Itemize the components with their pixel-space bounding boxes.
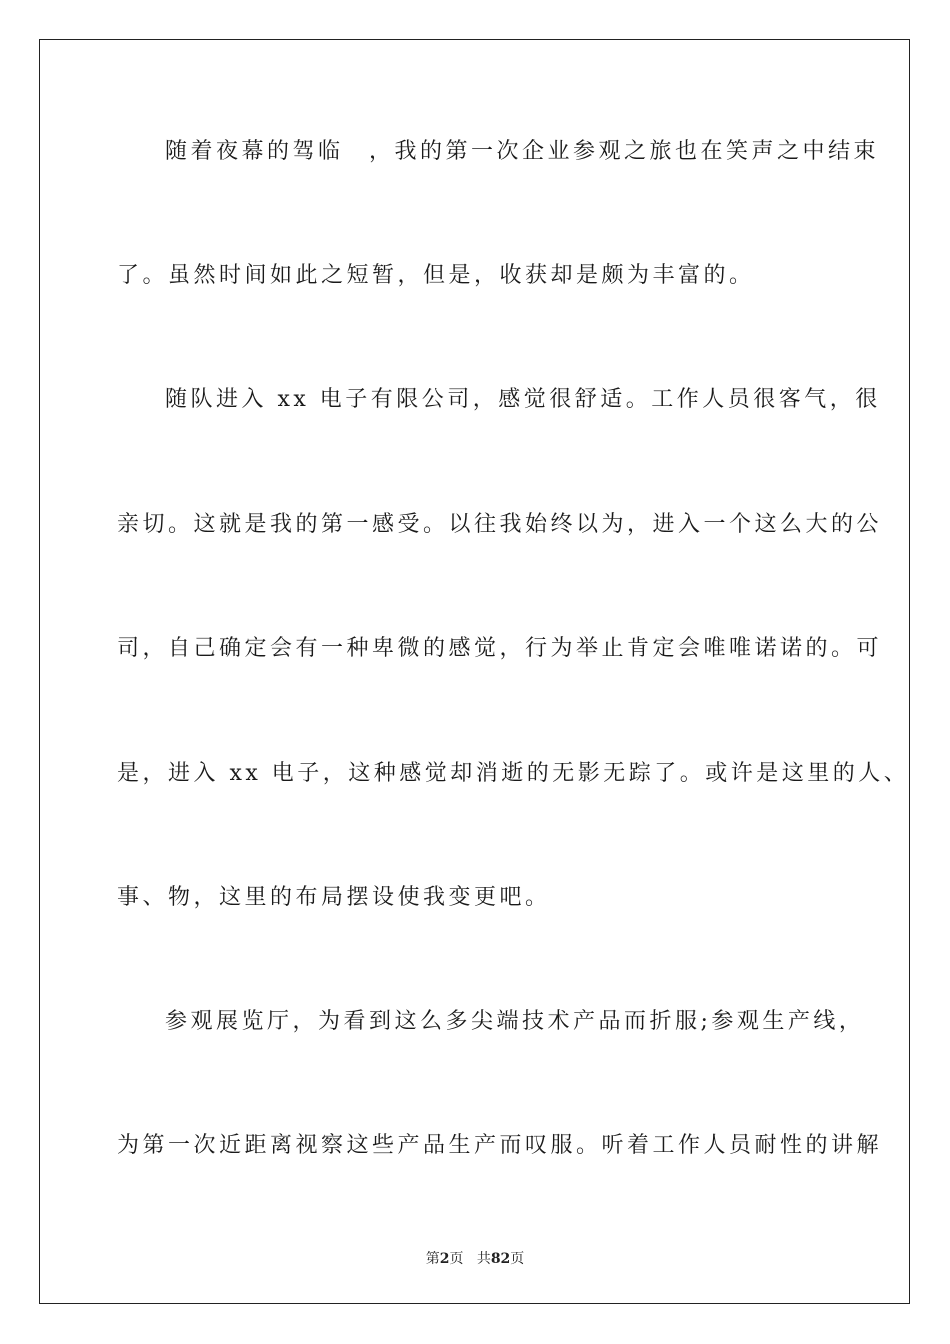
paragraph-1-line-2: 了。虽然时间如此之短暂，但是，收获却是颇为丰富的。 bbox=[117, 263, 755, 288]
paragraph-2-line-2: 亲切。这就是我的第一感受。以往我始终以为，进入一个这么大的公 bbox=[117, 512, 883, 537]
paragraph-2-line-5: 事、物，这里的布局摆设使我变更吧。 bbox=[117, 885, 551, 910]
paragraph-2-line-3: 司，自己确定会有一种卑微的感觉，行为举止肯定会唯唯诺诺的。可 bbox=[117, 636, 883, 661]
page-suffix: 页 bbox=[449, 1251, 464, 1267]
page-number: 2 bbox=[439, 1251, 450, 1267]
total-suffix: 页 bbox=[510, 1251, 525, 1267]
paragraph-3-line-2: 为第一次近距离视察这些产品生产而叹服。听着工作人员耐性的讲解 bbox=[117, 1133, 883, 1158]
paragraph-2-line-1: 随队进入 xx 电子有限公司，感觉很舒适。工作人员很客气，很 bbox=[165, 387, 881, 412]
page-frame bbox=[39, 39, 910, 1304]
page-footer bbox=[0, 1248, 950, 1268]
paragraph-1-line-1: 随着夜幕的驾临 ，我的第一次企业参观之旅也在笑声之中结束 bbox=[165, 139, 880, 164]
paragraph-2-line-4: 是，进入 xx 电子，这种感觉却消逝的无影无踪了。或许是这里的人、 bbox=[117, 761, 910, 786]
page-prefix: 第 bbox=[425, 1251, 440, 1267]
paragraph-3-line-1: 参观展览厅，为看到这么多尖端技术产品而折服;参观生产线， bbox=[165, 1009, 865, 1034]
total-pages: 82 bbox=[490, 1251, 511, 1267]
total-prefix: 共 bbox=[476, 1251, 491, 1267]
